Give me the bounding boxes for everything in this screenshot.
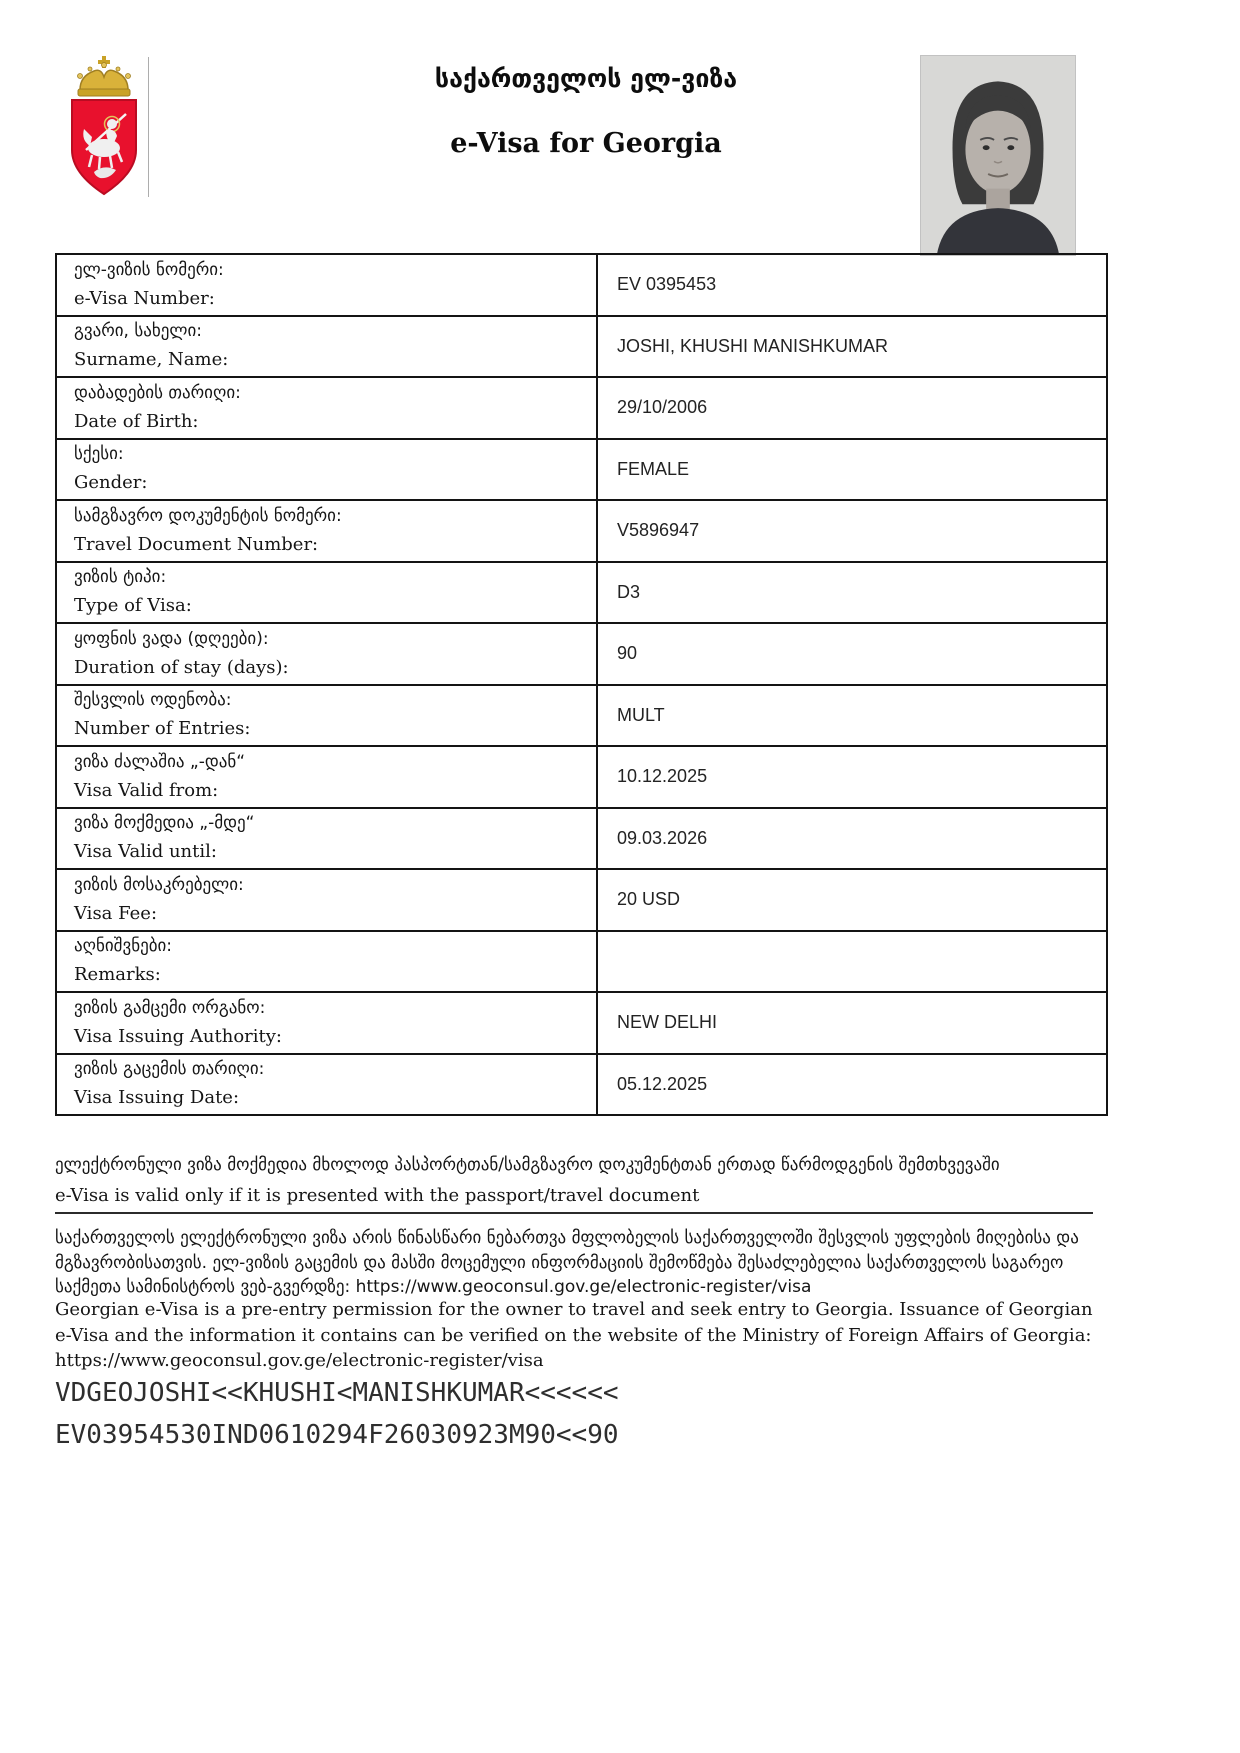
field-value: 10.12.2025 (597, 746, 1107, 808)
applicant-photo (920, 55, 1076, 256)
field-value: NEW DELHI (597, 992, 1107, 1054)
field-label-english: Visa Issuing Authority: (74, 1025, 282, 1047)
field-label-english: Remarks: (74, 964, 161, 986)
table-row (56, 869, 1107, 931)
table-row (56, 500, 1107, 562)
header-divider (148, 57, 149, 197)
field-value: EV 0395453 (597, 254, 1107, 316)
field-label-cell (56, 931, 597, 993)
field-label-english: Visa Valid from: (74, 779, 219, 801)
field-value: 29/10/2006 (597, 377, 1107, 439)
table-row (56, 254, 1107, 316)
field-label-english: Visa Valid until: (74, 841, 217, 863)
validity-note-georgian: ელექტრონული ვიზა მოქმედია მხოლოდ პასპორტთან/სამგზავრო დოკუმენტთან ერთად წარმოდგენის შემთხვევაში (55, 1155, 1000, 1175)
table-row (56, 562, 1107, 624)
field-value: MULT (597, 685, 1107, 747)
table-row (56, 439, 1107, 501)
field-label-english: Duration of stay (days): (74, 656, 289, 678)
field-value: 90 (597, 623, 1107, 685)
field-label-cell (56, 1054, 597, 1116)
field-label-georgian: ვიზის გამცემი ორგანო: (74, 997, 266, 1018)
field-label-georgian: აღნიშვნები: (74, 936, 173, 957)
mrz-line-1: VDGEOJOSHI<<KHUSHI<MANISHKUMAR<<<<<< (55, 1378, 619, 1408)
field-label-cell (56, 254, 597, 316)
info-paragraph-english: Georgian e-Visa is a pre-entry permission for the owner to travel and seek entry to Georgia. Issuance of Georgian e-Visa and the information it contains can be verified on the website of the Ministry of Foreign Affairs of Georgia: https://www.geoconsul.gov.ge/electronic-register/visa (55, 1299, 1093, 1371)
field-label-georgian: შესვლის ოდენობა: (74, 690, 232, 711)
field-label-cell (56, 316, 597, 378)
document-title-georgian: საქართველოს ელ-ვიზა (434, 64, 738, 93)
field-label-cell (56, 562, 597, 624)
footer-divider-rule (55, 1212, 1093, 1214)
table-row (56, 992, 1107, 1054)
document-title-english: e-Visa for Georgia (450, 128, 722, 159)
field-value: V5896947 (597, 500, 1107, 562)
field-label-english: Travel Document Number: (74, 533, 319, 555)
field-label-cell (56, 623, 597, 685)
field-label-georgian: ვიზის ტიპი: (74, 567, 167, 588)
field-label-cell (56, 439, 597, 501)
table-row (56, 377, 1107, 439)
field-value: D3 (597, 562, 1107, 624)
field-label-georgian: ვიზის გაცემის თარიღი: (74, 1059, 265, 1080)
field-value: JOSHI, KHUSHI MANISHKUMAR (597, 316, 1107, 378)
info-paragraph-georgian: საქართველოს ელექტრონული ვიზა არის წინასწარი ნებართვა მფლობელის საქართველოში შესვლის უფლების მიღებისა და მგზავრობისათვის. ელ-ვიზის გაცემის და მასში მოცემული ინფორმაციის შემოწმება შესაძლებელია საქართველოს საგარეო საქმეთა სამინისტროს ვებ-გვერდზე: https://www.geoconsul.gov.ge/electronic-register/visa (55, 1228, 1079, 1297)
mrz-line-2: EV03954530IND0610294F26030923M90<<90 (55, 1420, 619, 1450)
table-row (56, 808, 1107, 870)
field-label-cell (56, 500, 597, 562)
field-label-georgian: დაბადების თარიღი: (74, 382, 241, 403)
field-label-cell (56, 746, 597, 808)
field-label-georgian: ვიზა ძალაშია „-დან“ (74, 751, 246, 772)
field-label-georgian: გვარი, სახელი: (74, 321, 203, 342)
field-value: 20 USD (597, 869, 1107, 931)
field-label-english: Visa Fee: (74, 902, 158, 924)
field-value: 05.12.2025 (597, 1054, 1107, 1116)
field-value: 09.03.2026 (597, 808, 1107, 870)
field-label-cell (56, 992, 597, 1054)
field-value (597, 931, 1107, 993)
field-label-cell (56, 808, 597, 870)
field-label-cell (56, 377, 597, 439)
field-label-georgian: ვიზა მოქმედია „-მდე“ (74, 813, 255, 834)
field-label-english: Gender: (74, 472, 148, 494)
table-row (56, 316, 1107, 378)
table-row (56, 746, 1107, 808)
table-row (56, 931, 1107, 993)
field-label-georgian: ელ-ვიზის ნომერი: (74, 259, 224, 280)
field-label-english: Date of Birth: (74, 410, 199, 432)
table-row (56, 1054, 1107, 1116)
field-label-english: e-Visa Number: (74, 287, 215, 309)
field-label-georgian: ვიზის მოსაკრებელი: (74, 874, 244, 895)
table-row (56, 685, 1107, 747)
field-value: FEMALE (597, 439, 1107, 501)
georgia-coat-of-arms-icon (68, 56, 140, 196)
field-label-english: Type of Visa: (74, 595, 192, 617)
table-row (56, 623, 1107, 685)
visa-details-table (55, 253, 1108, 1116)
field-label-cell (56, 869, 597, 931)
field-label-english: Surname, Name: (74, 349, 229, 371)
field-label-cell (56, 685, 597, 747)
validity-note-english: e-Visa is valid only if it is presented with the passport/travel document (55, 1185, 700, 1206)
field-label-english: Number of Entries: (74, 718, 251, 740)
field-label-english: Visa Issuing Date: (74, 1087, 240, 1109)
field-label-georgian: სამგზავრო დოკუმენტის ნომერი: (74, 505, 342, 526)
field-label-georgian: სქესი: (74, 444, 124, 465)
field-label-georgian: ყოფნის ვადა (დღეები): (74, 628, 269, 649)
